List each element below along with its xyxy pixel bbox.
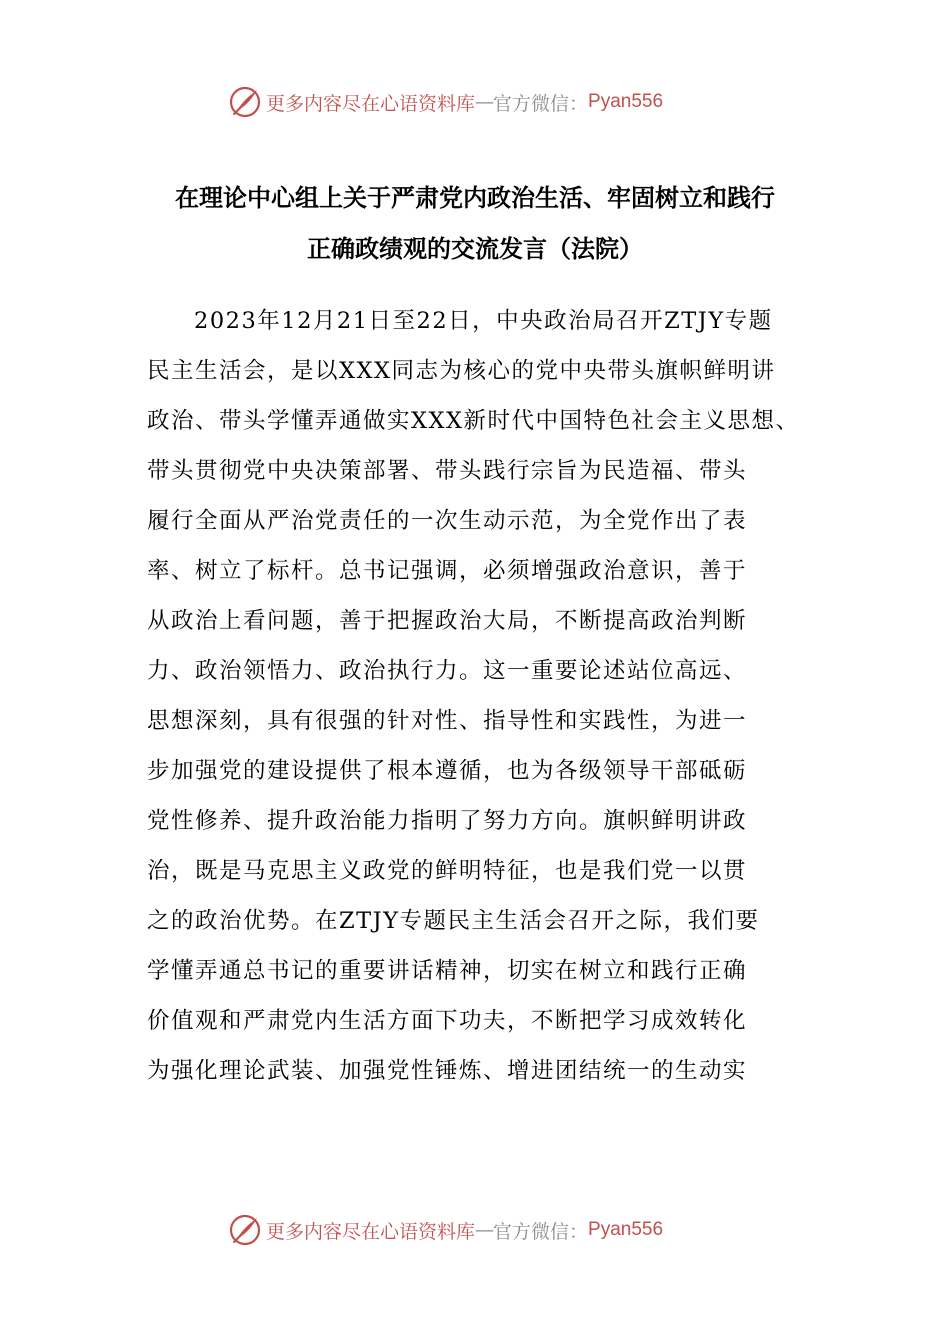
body-line: 思想深刻，具有很强的针对性、指导性和实践性，为进一 <box>147 708 748 734</box>
watermark-official-label: 官方微信： <box>493 92 589 115</box>
document-title-line-2: 正确政绩观的交流发言（法院） <box>307 235 643 263</box>
body-line: 步加强党的建设提供了根本遵循，也为各级领导干部砥砺 <box>147 758 748 784</box>
body-line: 学懂弄通总书记的重要讲话精神，切实在树立和践行正确 <box>147 958 748 984</box>
watermark-wechat-id: Pyan556 <box>588 1219 664 1240</box>
body-line: 带头贯彻党中央决策部署、带头践行宗旨为民造福、带头 <box>147 458 748 484</box>
body-line: 从政治上看问题，善于把握政治大局，不断提高政治判断 <box>147 608 748 634</box>
header-watermark <box>228 82 748 122</box>
feather-pen-logo-icon <box>228 85 262 119</box>
body-line: 价值观和严肃党内生活方面下功夫，不断把学习成效转化 <box>147 1008 748 1034</box>
watermark-dash: — <box>475 91 494 113</box>
body-line: 治，既是马克思主义政党的鲜明特征，也是我们党一以贯 <box>147 858 748 884</box>
body-line: 履行全面从严治党责任的一次生动示范，为全党作出了表 <box>147 508 748 534</box>
body-line: 2023年12月21日至22日，中央政治局召开ZTJY专题 <box>194 308 773 334</box>
body-line: 党性修养、提升政治能力指明了努力方向。旗帜鲜明讲政 <box>147 808 748 834</box>
body-line: 率、树立了标杆。总书记强调，必须增强政治意识，善于 <box>147 558 748 584</box>
body-line: 政治、带头学懂弄通做实XXX新时代中国特色社会主义思想、 <box>147 408 800 434</box>
body-line: 力、政治领悟力、政治执行力。这一重要论述站位高远、 <box>147 658 748 684</box>
body-line: 为强化理论武装、加强党性锤炼、增进团结统一的生动实 <box>147 1058 748 1084</box>
body-line: 之的政治优势。在ZTJY专题民主生活会召开之际，我们要 <box>147 908 760 934</box>
watermark-wechat-id: Pyan556 <box>588 91 664 112</box>
watermark-dash: — <box>475 1219 494 1241</box>
body-line: 民主生活会，是以XXX同志为核心的党中央带头旗帜鲜明讲 <box>147 358 776 384</box>
feather-pen-logo-icon <box>228 1213 262 1247</box>
document-body <box>147 300 827 1100</box>
document-title-line-1: 在理论中心组上关于严肃党内政治生活、牢固树立和践行 <box>175 184 775 212</box>
watermark-brand: 更多内容尽在心语资料库 <box>266 1220 476 1243</box>
footer-watermark <box>228 1210 748 1250</box>
watermark-official-label: 官方微信： <box>493 1220 589 1243</box>
watermark-brand: 更多内容尽在心语资料库 <box>266 92 476 115</box>
